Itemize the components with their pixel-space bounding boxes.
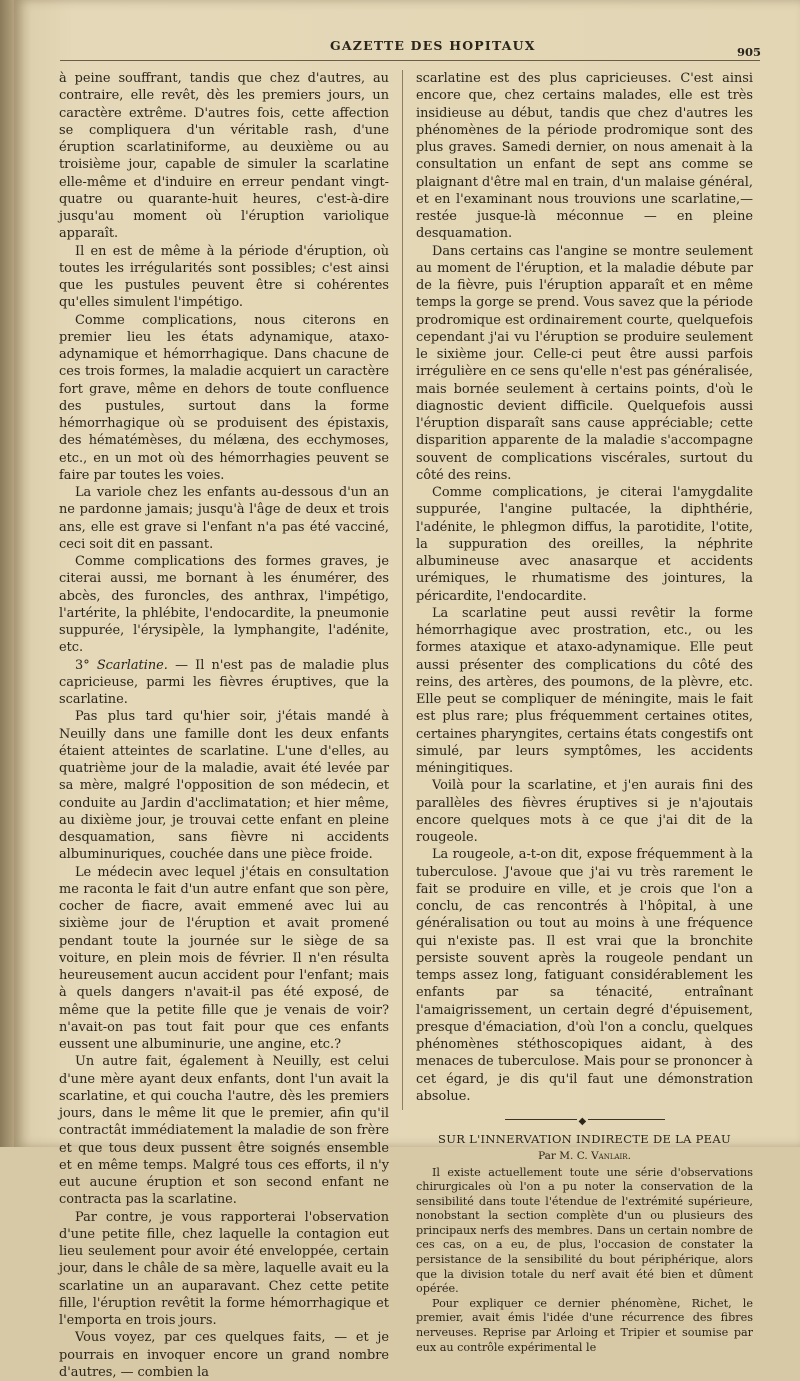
article-paragraph: Pour expliquer ce dernier phénomène, Richet, le premier, avait émis l'idée d'une récurrence des fibres nerveuses. Reprise par Arloing et Tripier et soumise par eux au contrôle expérimental le bbox=[416, 1296, 753, 1354]
paragraph: Comme complications des formes graves, je citerai aussi, me bornant à les énumérer, des abcès, des furoncles, des anthrax, l'impétigo, l'artérite, la phlébite, l'endocardite, la pneumonie suppurée, l'érysipèle, la lymphangite, l'adénite, etc. bbox=[59, 554, 389, 656]
paragraph: La rougeole, a-t-on dit, expose fréquemment à la tuberculose. J'avoue que j'ai vu très rarement le fait se produire en ville, et je crois que l'on a conclu, de cas rencontrés à l'hôpital, à une généralisation ou tout au moins à une fréquence qui n'existe pas. Il est vrai que la bronchite persiste souvent après la rougeole pendant un temps assez long, fatiguant considérablement les enfants par sa ténacité, entraînant l'amaigrissement, un certain degré d'épuisement, presque d'émaciation, d'où l'on a conclu, quelques phénomènes stéthoscopiques aidant, à des menaces de tuberculose. Mais pour se prononcer à cet égard, je dis qu'il faut une démonstration absolue. bbox=[416, 847, 753, 1104]
article-author bbox=[416, 1148, 753, 1165]
paragraph: Le médecin avec lequel j'étais en consultation me raconta le fait d'un autre enfant que son père, cocher de fiacre, avait emmené avec lui au sixième jour de l'éruption et avait promené pendant toute la journée sur le siège de sa voiture, en plein mois de février. Il n'en résulta heureusement aucun accident pour l'enfant; mais à quels dangers n'avait-il pas été exposé, de même que la petite fille que je venais de voir? n'avait-on pas tout fait pour que ces enfants eussent une albuminurie, une angine, etc.? bbox=[59, 864, 389, 1052]
author-name: Vanlair. bbox=[591, 1150, 631, 1163]
paragraph: Comme complications, je citerai l'amygdalite suppurée, l'angine pultacée, la diphthérie, l'adénite, le phlegmon diffus, la parotidite, l'otite, la suppuration des oreilles, la néphrite albumineuse avec anasarque et accidents urémiques, le rhumatisme des jointures, la péricardite, l'endocardite. bbox=[416, 485, 753, 604]
paragraph: Vous voyez, par ces quelques faits, — et je pourrais en invoquer encore un grand nombre d'autres, — combien la bbox=[59, 1330, 389, 1380]
paragraph: Par contre, je vous rapporterai l'observation d'une petite fille, chez laquelle la contagion eut lieu seulement pour avoir été enveloppée, certain jour, dans le châle de sa mère, laquelle avait eu la scarlatine un an auparavant. Chez cette petite fille, l'éruption revêtit la forme hémorrhagique et l'emporta en trois jours. bbox=[59, 1209, 389, 1328]
section-title: Scarlatine. bbox=[96, 657, 168, 673]
paragraph: Voilà pour la scarlatine, et j'en aurais fini des parallèles des fièvres éruptives si je n'ajoutais encore quelques mots à ce que j'ai dit de la rougeole. bbox=[416, 778, 753, 845]
paragraph: Comme complications, nous citerons en premier lieu les états adynamique, ataxo-adynamique et hémorrhagique. Dans chacune de ces trois formes, la maladie acquiert un caractère fort grave, même en dehors de toute confluence des pustules, surtout dans la forme hémorrhagique où se produisent des épistaxis, des hématémèses, du mélæna, des ecchymoses, etc., en un mot où des hémorrhagies peuvent se faire par toutes les voies. bbox=[59, 312, 389, 483]
paragraph: La scarlatine peut aussi revêtir la forme hémorrhagique avec prostration, etc., ou les formes ataxique et ataxo-adynamique. Elle peut aussi présenter des complications du côté des reins, des artères, des poumons, de la plèvre, etc. Elle peut se compliquer de méningite, mais le fait est plus rare; plus fréquemment certaines otites, certaines pharyngites, certains états congestifs ont simulé, par leurs symptômes, les accidents méningitiques. bbox=[416, 605, 753, 776]
book-spine bbox=[0, 0, 14, 1147]
paragraph: La variole chez les enfants au-dessous d'un an ne pardonne jamais; jusqu'à l'âge de deux et trois ans, elle est grave si l'enfant n'a pas été vacciné, ceci soit dit en passant. bbox=[59, 485, 389, 552]
paragraph: Pas plus tard qu'hier soir, j'étais mandé à Neuilly dans une famille dont les deux enfants étaient atteintes de scarlatine. L'une d'elles, au quatrième jour de la maladie, avait été levée par sa mère, malgré l'opposition de son médecin, et conduite au Jardin d'acclimatation; et hier même, au dixième jour, je trouvai cette enfant en pleine desquamation, sans fièvre ni accidents albuminuriques, couchée dans une pièce froide. bbox=[59, 709, 389, 863]
author-prefix: Par M. C. bbox=[538, 1150, 588, 1163]
column-divider bbox=[402, 70, 403, 1110]
section-text: — Il n'est pas de maladie plus capricieuse, parmi les fièvres éruptives, que la scarlatine. bbox=[59, 657, 389, 707]
section-number: 3° bbox=[75, 657, 90, 673]
section-ornament bbox=[505, 1115, 665, 1125]
ornament-glyph: ◆ bbox=[577, 1113, 589, 1130]
paragraph: scarlatine est des plus capricieuses. C'est ainsi encore que, chez certains malades, elle est très insidieuse au début, tandis que chez d'autres les phénomènes de la période prodromique sont des plus graves. Samedi dernier, on nous amenait à la consultation un enfant de sept ans comme se plaignant d'être mal en train, d'un malaise général, et en l'examinant nous trouvions une scarlatine,—restée jusque-là méconnue — en pleine desquamation. bbox=[416, 71, 753, 242]
right-column bbox=[416, 70, 753, 1355]
header-rule bbox=[60, 60, 760, 61]
paragraph: Dans certains cas l'angine se montre seulement au moment de l'éruption, et la maladie débute par de la fièvre, puis l'éruption apparaît et en même temps la gorge se prend. Vous savez que la période prodromique est ordinairement courte, quelquefois cependant j'ai vu l'éruption se produire seulement le sixième jour. Celle-ci peut être aussi parfois irrégulière en ce sens qu'elle n'est pas généralisée, mais bornée seulement à certains points, d'où le diagnostic devient difficile. Quelquefois aussi l'éruption disparaît sans cause appréciable; cette disparition apparente de la maladie s'accompagne souvent de complications viscérales, surtout du côté des reins. bbox=[416, 243, 753, 483]
left-column bbox=[59, 70, 389, 1381]
paragraph: Il en est de même à la période d'éruption, où toutes les irrégularités sont possibles; c'est ainsi que les pustules peuvent être si cohérentes qu'elles simulent l'impétigo. bbox=[59, 243, 389, 311]
running-header bbox=[0, 38, 800, 58]
section-paragraph bbox=[59, 657, 389, 709]
running-title: GAZETTE DES HOPITAUX bbox=[330, 38, 536, 53]
page-number: 905 bbox=[737, 45, 762, 59]
article-title: SUR L'INNERVATION INDIRECTE DE LA PEAU bbox=[438, 1132, 731, 1146]
paragraph: à peine souffrant, tandis que chez d'autres, au contraire, elle revêt, dès les premiers jours, un caractère extrême. D'autres fois, cette affection se compliquera d'un véritable rash, d'une éruption scarlatiniforme, au deuxième ou au troisième jour, capable de simuler la scarlatine elle-même et d'induire en erreur pendant vingt-quatre ou quarante-huit heures, c'est-à-dire jusqu'au moment où l'éruption variolique apparaît. bbox=[59, 71, 389, 242]
article-paragraph: Il existe actuellement toute une série d'observations chirurgicales où l'on a pu noter la conservation de la sensibilité dans toute l'étendue de l'extrémité supérieure, nonobstant la section complète d'un ou plusieurs des principaux nerfs des membres. Dans un certain nombre de ces cas, on a eu, de plus, l'occasion de constater la persistance de la sensibilité du bout périphérique, alors que la division totale du nerf avait été bien et dûment opérée. bbox=[416, 1165, 753, 1296]
paragraph: Un autre fait, également à Neuilly, est celui d'une mère ayant deux enfants, dont l'un avait la scarlatine, et qui coucha l'autre, dès les premiers jours, dans le même lit que le premier, afin qu'il contractât immédiatement la maladie de son frère et que tous deux pussent être soignés ensemble et en même temps. Malgré tous ces efforts, il n'y eut aucune éruption et son second enfant ne contracta pas la scarlatine. bbox=[59, 1054, 389, 1208]
